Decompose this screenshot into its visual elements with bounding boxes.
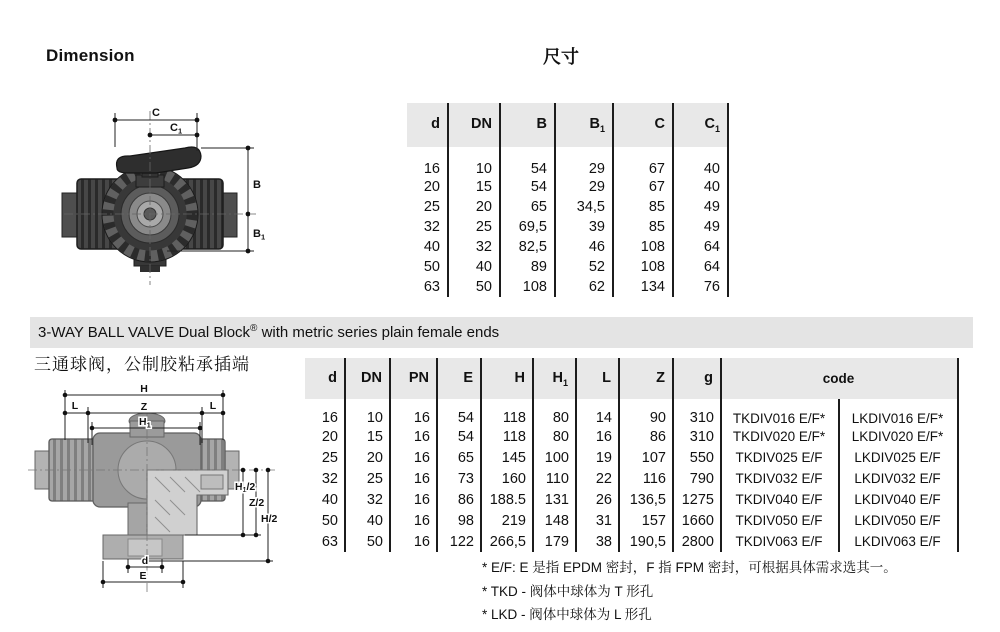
page-title-chinese: 尺寸 <box>543 47 579 67</box>
code-cell: TKDIV063 E/F <box>721 531 839 552</box>
valve-body-front <box>62 147 237 272</box>
value-cell: 100 <box>533 447 576 468</box>
value-cell: 80 <box>533 399 576 426</box>
value-cell: 16 <box>390 531 437 552</box>
dim-label-c: C <box>152 107 160 119</box>
value-cell: 29 <box>555 177 613 197</box>
registered-trademark-symbol: ® <box>250 323 258 334</box>
dim-label-e: E <box>139 570 147 582</box>
code-cell: LKDIV020 E/F* <box>839 426 958 447</box>
dim-label-l-right: L <box>209 400 217 412</box>
dimension-table-detailed <box>305 358 959 552</box>
value-cell: 14 <box>576 399 619 426</box>
value-cell: 52 <box>555 257 613 277</box>
value-cell: 190,5 <box>619 531 673 552</box>
value-cell: 73 <box>437 468 481 489</box>
value-cell: 64 <box>673 237 728 257</box>
value-cell: 89 <box>500 257 555 277</box>
table-row <box>305 468 958 489</box>
value-cell: 136,5 <box>619 489 673 510</box>
value-cell: 40 <box>345 510 390 531</box>
section-heading-suffix: with metric series plain female ends <box>257 324 500 341</box>
value-cell: 179 <box>533 531 576 552</box>
code-cell: TKDIV020 E/F* <box>721 426 839 447</box>
value-cell: 38 <box>576 531 619 552</box>
value-cell: 110 <box>533 468 576 489</box>
value-cell: 32 <box>345 489 390 510</box>
value-cell: 118 <box>481 426 533 447</box>
col-g: g <box>673 358 721 399</box>
value-cell: 25 <box>305 447 345 468</box>
value-cell: 82,5 <box>500 237 555 257</box>
table-row <box>407 237 728 257</box>
value-cell: 20 <box>305 426 345 447</box>
value-cell: 25 <box>345 468 390 489</box>
value-cell: 108 <box>500 277 555 297</box>
section-heading-chinese: 三通球阀，公制胶粘承插端 <box>34 355 250 374</box>
value-cell: 40 <box>407 237 448 257</box>
value-cell: 16 <box>407 147 448 177</box>
value-cell: 39 <box>555 217 613 237</box>
value-cell: 40 <box>448 257 500 277</box>
table-row <box>305 399 958 426</box>
code-cell: TKDIV050 E/F <box>721 510 839 531</box>
dimension-table-basic <box>407 103 729 297</box>
value-cell: 148 <box>533 510 576 531</box>
value-cell: 85 <box>613 197 673 217</box>
value-cell: 65 <box>500 197 555 217</box>
value-cell: 266,5 <box>481 531 533 552</box>
value-cell: 80 <box>533 426 576 447</box>
dim-label-h1-half: H1/2 <box>235 481 256 494</box>
value-cell: 20 <box>407 177 448 197</box>
col-pn: PN <box>390 358 437 399</box>
col-z: Z <box>619 358 673 399</box>
value-cell: 67 <box>613 147 673 177</box>
value-cell: 16 <box>390 468 437 489</box>
value-cell: 86 <box>619 426 673 447</box>
page-title-english: Dimension <box>46 46 135 65</box>
col-e: E <box>437 358 481 399</box>
code-cell: TKDIV040 E/F <box>721 489 839 510</box>
value-cell: 20 <box>345 447 390 468</box>
footnote-lkd: * LKD - 阀体中球体为 L 形孔 <box>482 607 652 622</box>
value-cell: 46 <box>555 237 613 257</box>
value-cell: 67 <box>613 177 673 197</box>
table-row <box>305 510 958 531</box>
value-cell: 15 <box>345 426 390 447</box>
table-row <box>407 197 728 217</box>
value-cell: 49 <box>673 197 728 217</box>
col-c: C <box>613 103 673 147</box>
value-cell: 32 <box>305 468 345 489</box>
value-cell: 69,5 <box>500 217 555 237</box>
value-cell: 62 <box>555 277 613 297</box>
value-cell: 31 <box>576 510 619 531</box>
valve-body-section <box>35 413 239 559</box>
dim-label-h-half: H/2 <box>261 513 278 525</box>
dim-label-c1: $C_1$ <box>170 122 183 136</box>
value-cell: 50 <box>407 257 448 277</box>
value-cell: 63 <box>305 531 345 552</box>
value-cell: 54 <box>437 426 481 447</box>
col-d: d <box>407 103 448 147</box>
value-cell: 157 <box>619 510 673 531</box>
code-cell: TKDIV032 E/F <box>721 468 839 489</box>
table-row <box>407 177 728 197</box>
col-dn: DN <box>448 103 500 147</box>
col-code: code <box>721 358 958 399</box>
value-cell: 54 <box>437 399 481 426</box>
value-cell: 54 <box>500 147 555 177</box>
value-cell: 86 <box>437 489 481 510</box>
value-cell: 32 <box>407 217 448 237</box>
value-cell: 50 <box>448 277 500 297</box>
value-cell: 63 <box>407 277 448 297</box>
value-cell: 25 <box>407 197 448 217</box>
value-cell: 40 <box>305 489 345 510</box>
value-cell: 2800 <box>673 531 721 552</box>
dim-label-l-left: L <box>71 400 79 412</box>
valve-front-view-drawing <box>60 103 270 295</box>
value-cell: 22 <box>576 468 619 489</box>
value-cell: 16 <box>390 489 437 510</box>
table-row <box>305 489 958 510</box>
value-cell: 16 <box>390 447 437 468</box>
table-row <box>407 257 728 277</box>
dim-label-d: d <box>141 555 149 567</box>
value-cell: 34,5 <box>555 197 613 217</box>
value-cell: 118 <box>481 399 533 426</box>
code-cell: LKDIV050 E/F <box>839 510 958 531</box>
value-cell: 310 <box>673 399 721 426</box>
table-row <box>407 217 728 237</box>
value-cell: 76 <box>673 277 728 297</box>
value-cell: 122 <box>437 531 481 552</box>
valve-section-drawing <box>25 385 310 610</box>
value-cell: 19 <box>576 447 619 468</box>
dim-label-b: B <box>253 179 261 191</box>
value-cell: 1275 <box>673 489 721 510</box>
value-cell: 16 <box>576 426 619 447</box>
value-cell: 145 <box>481 447 533 468</box>
table2-body <box>305 399 958 552</box>
value-cell: 50 <box>305 510 345 531</box>
code-cell: TKDIV025 E/F <box>721 447 839 468</box>
code-cell: LKDIV032 E/F <box>839 468 958 489</box>
value-cell: 16 <box>390 399 437 426</box>
table-row <box>407 147 728 177</box>
value-cell: 90 <box>619 399 673 426</box>
value-cell: 108 <box>613 237 673 257</box>
value-cell: 16 <box>390 426 437 447</box>
footnote-tkd: * TKD - 阀体中球体为 T 形孔 <box>482 583 654 599</box>
value-cell: 40 <box>673 177 728 197</box>
value-cell: 550 <box>673 447 721 468</box>
footnote-ef: * E/F: E 是指 EPDM 密封，F 指 FPM 密封，可根据具体需求选其一。 <box>482 560 897 575</box>
value-cell: 16 <box>390 510 437 531</box>
value-cell: 98 <box>437 510 481 531</box>
table-header-row <box>305 358 958 399</box>
value-cell: 131 <box>533 489 576 510</box>
value-cell: 65 <box>437 447 481 468</box>
value-cell: 16 <box>305 399 345 426</box>
value-cell: 219 <box>481 510 533 531</box>
value-cell: 40 <box>673 147 728 177</box>
col-h1: $H_1$ <box>533 358 576 399</box>
dim-label-h: H <box>140 385 148 395</box>
code-cell: LKDIV063 E/F <box>839 531 958 552</box>
value-cell: 188.5 <box>481 489 533 510</box>
value-cell: 64 <box>673 257 728 277</box>
table1-body <box>407 147 728 297</box>
value-cell: 20 <box>448 197 500 217</box>
dim-label-h1: $H_1$ <box>139 416 151 430</box>
value-cell: 29 <box>555 147 613 177</box>
table-row <box>305 531 958 552</box>
code-cell: TKDIV016 E/F* <box>721 399 839 426</box>
col-h: H <box>481 358 533 399</box>
table-header-row <box>407 103 728 147</box>
value-cell: 50 <box>345 531 390 552</box>
table-row <box>305 447 958 468</box>
dim-label-b1: $B_1$ <box>253 228 266 242</box>
col-dn: DN <box>345 358 390 399</box>
value-cell: 107 <box>619 447 673 468</box>
value-cell: 85 <box>613 217 673 237</box>
col-b: B <box>500 103 555 147</box>
value-cell: 310 <box>673 426 721 447</box>
dim-label-z-half: Z/2 <box>249 497 265 509</box>
code-cell: LKDIV025 E/F <box>839 447 958 468</box>
value-cell: 10 <box>345 399 390 426</box>
value-cell: 26 <box>576 489 619 510</box>
col-d: d <box>305 358 345 399</box>
section-heading-band <box>30 317 973 348</box>
dim-label-z: Z <box>140 401 148 413</box>
value-cell: 1660 <box>673 510 721 531</box>
value-cell: 15 <box>448 177 500 197</box>
value-cell: 10 <box>448 147 500 177</box>
footnotes <box>482 556 897 627</box>
value-cell: 790 <box>673 468 721 489</box>
value-cell: 160 <box>481 468 533 489</box>
value-cell: 54 <box>500 177 555 197</box>
value-cell: 134 <box>613 277 673 297</box>
section-heading-text: 3-WAY BALL VALVE Dual Block <box>38 324 251 341</box>
value-cell: 108 <box>613 257 673 277</box>
table-row <box>305 426 958 447</box>
value-cell: 49 <box>673 217 728 237</box>
value-cell: 116 <box>619 468 673 489</box>
value-cell: 25 <box>448 217 500 237</box>
code-cell: LKDIV016 E/F* <box>839 399 958 426</box>
table-row <box>407 277 728 297</box>
col-b1: $B_1$ <box>555 103 613 147</box>
value-cell: 32 <box>448 237 500 257</box>
col-l: L <box>576 358 619 399</box>
code-cell: LKDIV040 E/F <box>839 489 958 510</box>
col-c1: $C_1$ <box>673 103 728 147</box>
